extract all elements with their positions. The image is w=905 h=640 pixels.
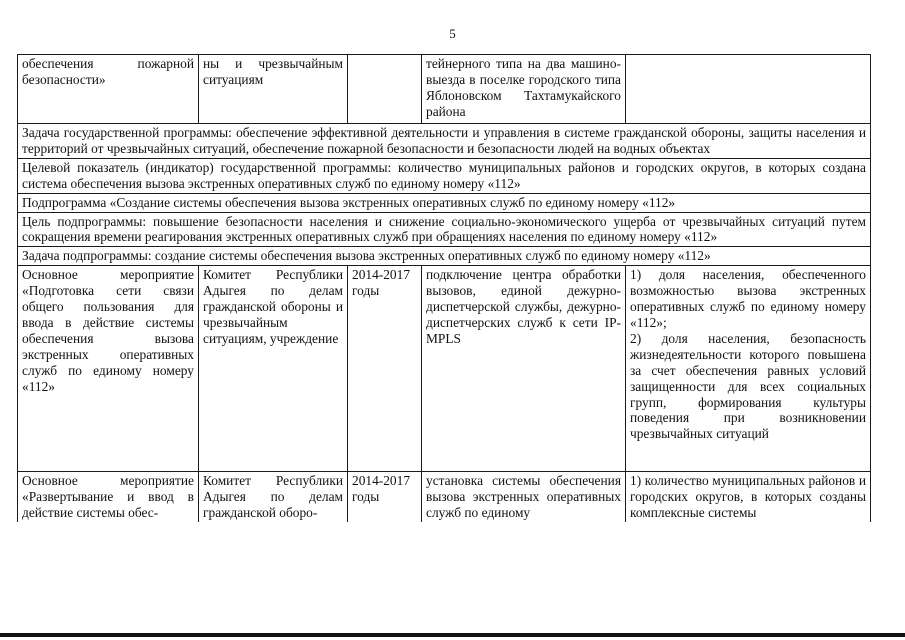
subprogram-row (18, 193, 871, 212)
indicator-cell (626, 472, 871, 522)
program-task-row (18, 124, 871, 159)
indicator-item: 2) доля населения, безопасность жизнедеятельности которого повышена за счет обеспечения равных условий защищенности для всех социальных групп, формирования культуры поведения при возникновении чрезвычайных ситуаций (630, 330, 866, 442)
executor-cell: Комитет Республики Адыгея по делам гражданской оборо- (199, 472, 348, 522)
table-row (18, 472, 871, 522)
program-indicator: Целевой показатель (индикатор) государственной программы: количество муниципальных районов и городских округов, в которых создана система обеспечения вызова экстренных оперативных служб по единому номеру «112» (18, 158, 871, 193)
subprogram-goal: Цель подпрограммы: повышение безопасности населения и снижение социально-экономического ущерба от чрезвычайных ситуаций путем сокращения времени реагирования экстренных оперативных служб при обращениях населения по единому номеру «112» (18, 212, 871, 247)
measure-cell: Основное мероприятие «Подготовка сети связи общего пользования для ввода в действие системы обеспечения вызова экстренных оперативных служб по единому номеру «112» (18, 266, 199, 472)
program-task: Задача государственной программы: обеспечение эффективной деятельности и управления в системе гражданской обороны, защиты населения и территорий от чрезвычайных ситуаций, обеспечение пожарной безопасности и безопасности людей на водных объектах (18, 124, 871, 159)
period-cell: 2014-2017 годы (348, 472, 422, 522)
program-indicator-row (18, 158, 871, 193)
executor-cell: Комитет Республики Адыгея по делам гражданской обороны и чрезвычайным ситуациям, учреждение (199, 266, 348, 472)
period-cell: 2014-2017 годы (348, 266, 422, 472)
description-cell: тейнерного типа на два машино-выезда в поселке городского типа Яблоновском Тахтамукайского района (422, 55, 626, 124)
measure-cell: Основное мероприятие «Развертывание и ввод в действие системы обес- (18, 472, 199, 522)
measure-cell: обеспечения пожарной безопасности» (18, 55, 199, 124)
subprogram-task-row (18, 247, 871, 266)
table-row (18, 266, 871, 472)
subprogram-task: Задача подпрограммы: создание системы обеспечения вызова экстренных оперативных служб по единому номеру «112» (18, 247, 871, 266)
plan-table (17, 54, 871, 522)
description-cell: подключение центра обработки вызовов, единой дежурно-диспетчерской службы, дежурно-диспетчерских служб к сети IP-MPLS (422, 266, 626, 472)
executor-cell: ны и чрезвычайным ситуациям (199, 55, 348, 124)
indicator-item: 1) доля населения, обеспеченного возможностью вызова экстренных оперативных служб по единому номеру «112»; (630, 267, 866, 330)
indicator-item: 1) количество муниципальных районов и городских округов, в которых созданы комплексные системы (630, 473, 866, 521)
indicator-cell (626, 55, 871, 124)
subprogram-goal-row (18, 212, 871, 247)
indicator-cell (626, 266, 871, 472)
continued-row (18, 55, 871, 124)
page-number: 5 (449, 26, 456, 41)
subprogram-title: Подпрограмма «Создание системы обеспечения вызова экстренных оперативных служб по единому номеру «112» (18, 193, 871, 212)
period-cell (348, 55, 422, 124)
page-bottom-border (0, 633, 905, 637)
description-cell: установка системы обеспечения вызова экстренных оперативных служб по единому (422, 472, 626, 522)
